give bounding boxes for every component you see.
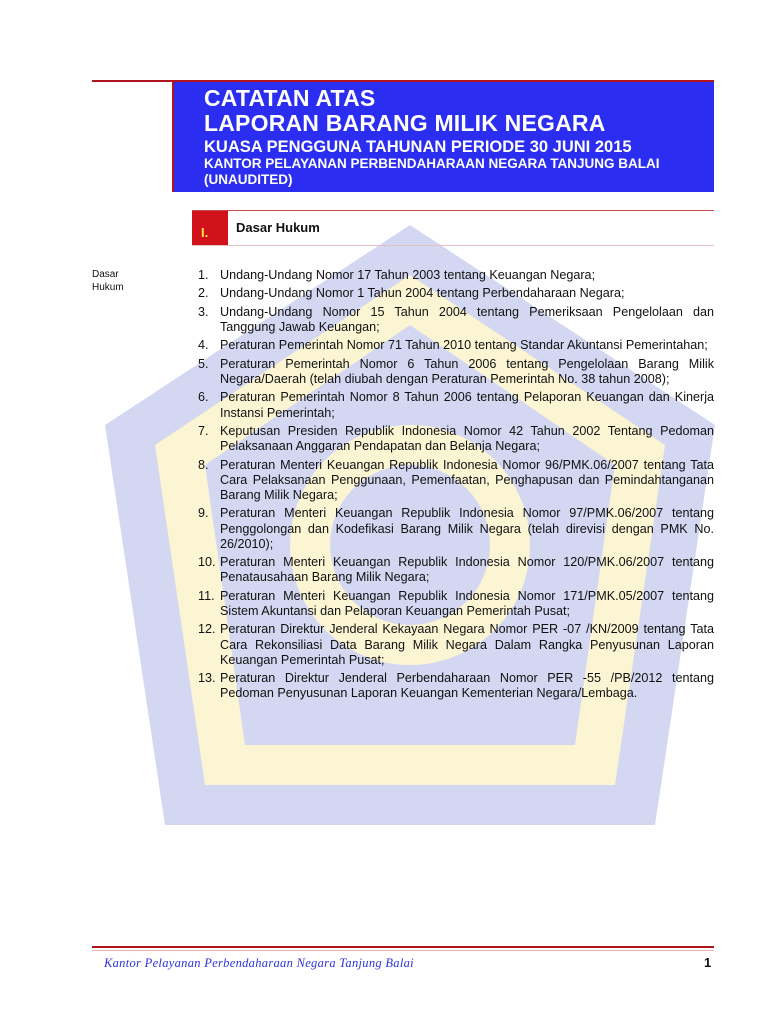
item-text: Peraturan Direktur Jenderal Perbendaharaan Nomor PER -55 /PB/2012 tentang Pedoman Penyusunan Laporan Keuangan Kementerian Negara/Lembaga.: [220, 671, 714, 701]
item-number: 10.: [198, 555, 216, 570]
footer-rule: [92, 946, 714, 948]
item-number: 1.: [198, 268, 209, 282]
item-number: 4.: [198, 338, 209, 353]
section-heading: [192, 210, 714, 246]
item-number: 8.: [198, 457, 209, 472]
section-number: I.: [192, 211, 228, 245]
list-item: [198, 357, 714, 387]
list-item: [198, 286, 714, 301]
document-subtitle: LAPORAN BARANG MILIK NEGARA: [204, 110, 606, 136]
item-number: 6.: [198, 390, 209, 405]
item-number: 9.: [198, 506, 209, 521]
item-number: 12.: [198, 622, 216, 637]
header-left-frame: [92, 80, 174, 192]
item-text: Peraturan Pemerintah Nomor 71 Tahun 2010 tentang Standar Akuntansi Pemerintahan;: [220, 338, 708, 353]
list-item: [198, 506, 714, 552]
section-title: Dasar Hukum: [236, 220, 320, 235]
list-item: [198, 589, 714, 619]
item-text: Keputusan Presiden Republik Indonesia Nomor 42 Tahun 2002 Tentang Pedoman Pelaksanaan Anggaran Pendapatan dan Belanja Negara;: [220, 423, 714, 454]
side-label-line1: Dasar: [92, 269, 119, 280]
item-text: Peraturan Menteri Keuangan Republik Indonesia Nomor 96/PMK.06/2007 tentang Tata Cara Pelaksanaan Penggunaan, Pemenfaatan, Penghapusan dan Pemindahtanganan Barang Milik Negara;: [220, 457, 714, 502]
item-text: Peraturan Pemerintah Nomor 6 Tahun 2006 tentang Pengelolaan Barang Milik Negara/Daerah (telah diubah dengan Peraturan Pemerintah No. 38 tahun 2008);: [220, 356, 714, 386]
item-text: Peraturan Menteri Keuangan Republik Indonesia Nomor 120/PMK.06/2007 tentang Penatausahaan Barang Milik Negara;: [220, 555, 714, 585]
item-text: Peraturan Pemerintah Nomor 8 Tahun 2006 tentang Pelaporan Keuangan dan Kinerja Instansi Pemerintah;: [220, 390, 714, 420]
item-text: Peraturan Menteri Keuangan Republik Indonesia Nomor 97/PMK.06/2007 tentang Penggolongan dan Kodefikasi Barang Milik Negara (telah direvisi dengan PMK No. 26/2010);: [220, 506, 714, 551]
legal-basis-list: [198, 268, 714, 705]
list-item: [198, 305, 714, 335]
title-banner: [174, 80, 714, 192]
page-number: 1: [704, 955, 712, 970]
item-text: Undang-Undang Nomor 17 Tahun 2003 tentang Keuangan Negara;: [220, 268, 596, 282]
list-item: [198, 458, 714, 504]
list-item: [198, 555, 714, 585]
item-text: Undang-Undang Nomor 1 Tahun 2004 tentang Perbendaharaan Negara;: [220, 286, 625, 301]
item-text: Peraturan Direktur Jenderal Kekayaan Negara Nomor PER -07 /KN/2009 tentang Tata Cara Rekonsiliasi Data Barang Milik Negara Dalam Rangka Penyusunan Laporan Keuangan Pemerintah Pusat;: [220, 622, 714, 667]
audit-status: (UNAUDITED): [204, 172, 293, 187]
office-name: KANTOR PELAYANAN PERBENDAHARAAN NEGARA TANJUNG BALAI: [204, 156, 660, 171]
item-number: 11.: [198, 588, 215, 603]
item-number: 5.: [198, 356, 209, 371]
list-item: [198, 622, 714, 668]
footer-office-name: Kantor Pelayanan Perbendaharaan Negara Tanjung Balai: [104, 956, 414, 970]
item-number: 3.: [198, 304, 209, 319]
list-item: [198, 671, 714, 701]
item-text: Undang-Undang Nomor 15 Tahun 2004 tentang Pemeriksaan Pengelolaan dan Tanggung Jawab Keuangan;: [220, 304, 714, 334]
list-item: [198, 268, 714, 283]
item-text: Peraturan Menteri Keuangan Republik Indonesia Nomor 171/PMK.05/2007 tentang Sistem Akuntansi dan Pelaporan Keuangan Pemerintah Pusat;: [220, 588, 714, 618]
item-number: 2.: [198, 286, 209, 301]
document-title: CATATAN ATAS: [204, 85, 376, 111]
item-number: 13.: [198, 671, 216, 686]
side-label-line2: Hukum: [92, 282, 124, 293]
list-item: [198, 338, 714, 353]
item-number: 7.: [198, 423, 209, 438]
document-period: KUASA PENGGUNA TAHUNAN PERIODE 30 JUNI 2015: [204, 138, 632, 156]
list-item: [198, 424, 714, 454]
footer-rule-thin: [92, 950, 714, 951]
side-label: [92, 268, 124, 294]
list-item: [198, 390, 714, 420]
